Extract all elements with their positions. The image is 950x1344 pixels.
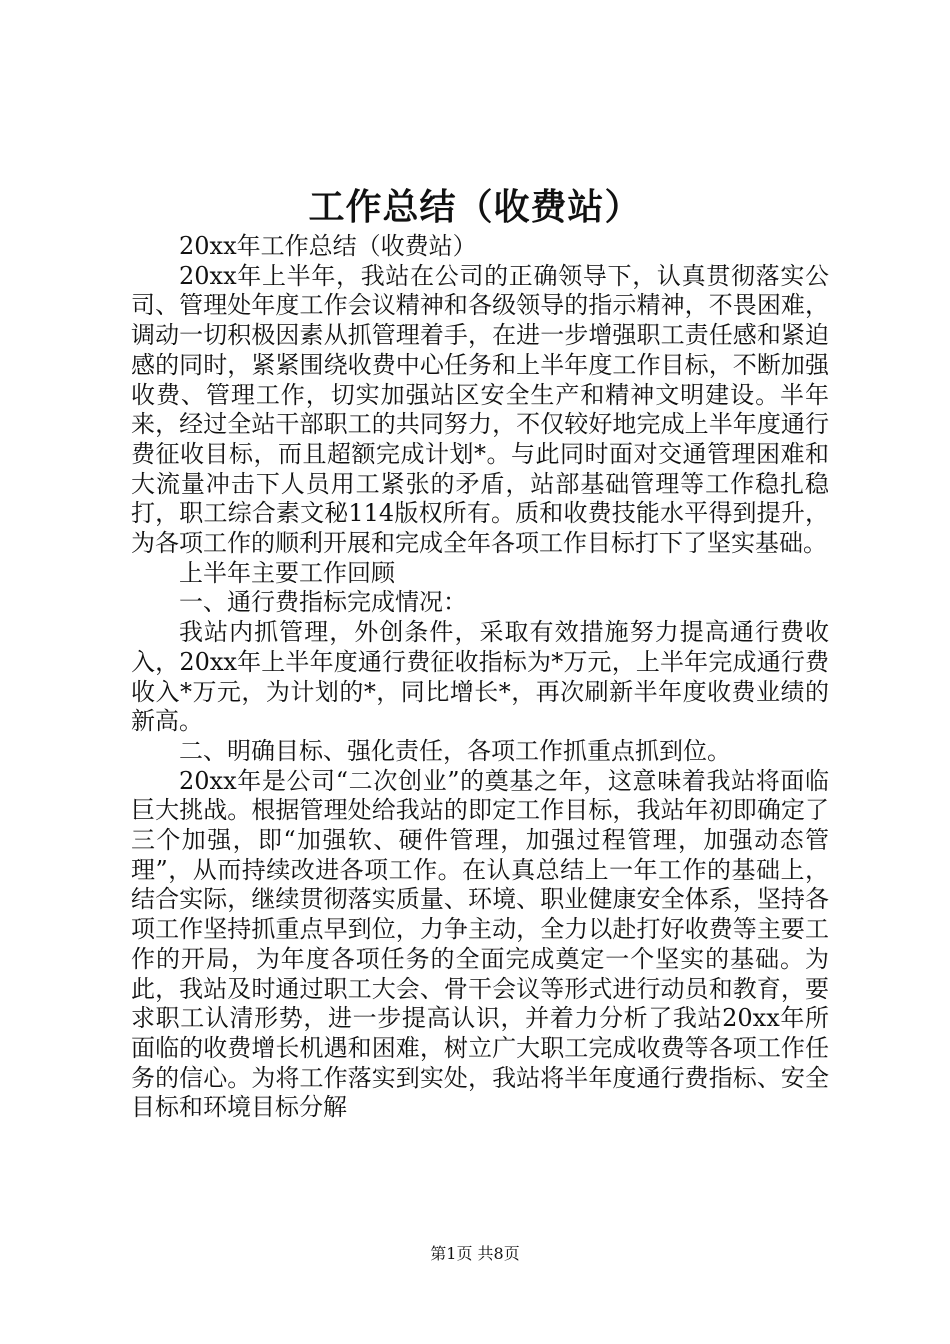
paragraph-intro: 20xx年上半年，我站在公司的正确领导下，认真贯彻落实公司、管理处年度工作会议精神和各级领导的指示精神，不畏困难，调动一切积极因素从抓管理着手，在进一步增强职工责任感和紧迫感的同时，紧紧围绕收费中心任务和上半年度工作目标，不断加强收费、管理工作，切实加强站区安全生产和精神文明建设。半年来，经过全站干部职工的共同努力，不仅较好地完成上半年度通行费征收目标，而且超额完成计划*。与此同时面对交通管理困难和大流量冲击下人员用工紧张的矛盾，站部基础管理等工作稳扎稳打，职工综合素文秘114版权所有。质和收费技能水平得到提升，为各项工作的顺利开展和完成全年各项工作目标打下了坚实基础。 bbox=[131, 261, 829, 558]
paragraph-section-two-heading: 二、明确目标、强化责任，各项工作抓重点抓到位。 bbox=[179, 736, 731, 765]
paragraph-section-two: 20xx年是公司“二次创业”的奠基之年，这意味着我站将面临巨大挑战。根据管理处给我站的即定工作目标，我站年初即确定了三个加强，即“加强软、硬件管理，加强过程管理，加强动态管理”，从而持续改进各项工作。在认真总结上一年工作的基础上，结合实际，继续贯彻落实质量、环境、职业健康安全体系，坚持各项工作坚持抓重点早到位，力争主动，全力以赴打好收费等主要工作的开局，为年度各项任务的全面完成奠定一个坚实的基础。为此，我站及时通过职工大会、骨干会议等形式进行动员和教育，要求职工认清形势，进一步提高认识，并着力分析了我站20xx年所面临的收费增长机遇和困难，树立广大职工完成收费等各项工作任务的信心。为将工作落实到实处，我站将半年度通行费指标、安全目标和环境目标分解 bbox=[131, 766, 829, 1122]
paragraph-subtitle: 20xx年工作总结（收费站） bbox=[179, 232, 477, 260]
paragraph-review-heading: 上半年主要工作回顾 bbox=[179, 558, 395, 587]
document-body bbox=[131, 232, 829, 1123]
page-number-footer: 第1页 共8页 bbox=[430, 1244, 520, 1263]
paragraph-section-one: 我站内抓管理，外创条件，采取有效措施努力提高通行费收入，20xx年上半年度通行费征收指标为*万元，上半年完成通行费收入*万元，为计划的*，同比增长*，再次刷新半年度收费业绩的新高。 bbox=[131, 618, 829, 736]
document-title: 工作总结（收费站） bbox=[308, 186, 642, 228]
paragraph-section-one-heading: 一、通行费指标完成情况： bbox=[179, 588, 467, 617]
